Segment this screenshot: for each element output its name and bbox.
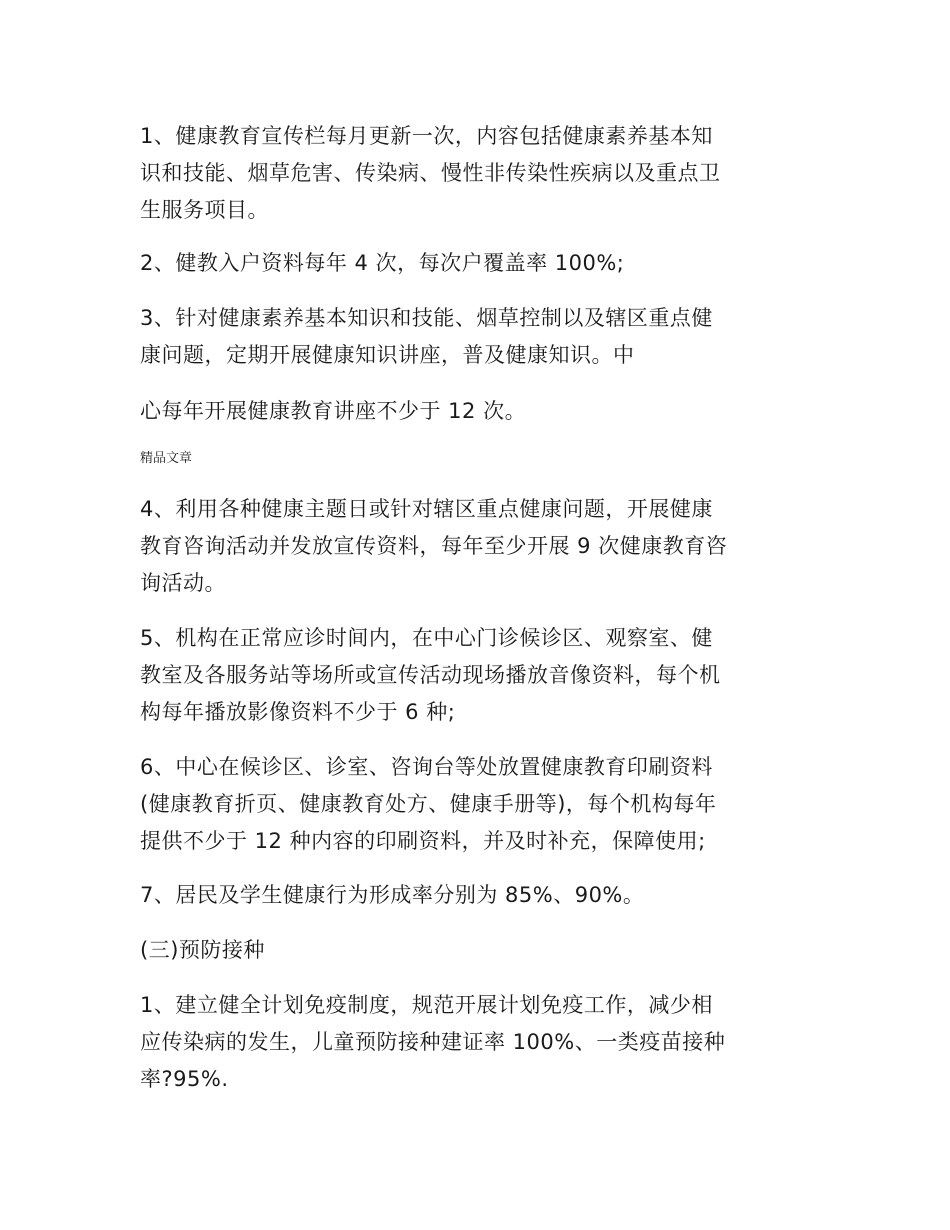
text-line: (三)预防接种 [140,938,265,962]
text-line: 1、健康教育宣传栏每月更新一次，内容包括健康素养基本知 [140,124,713,148]
paragraph-item-2 [140,245,810,282]
text-line: 4、利用各种健康主题日或针对辖区重点健康问题，开展健康 [140,497,713,521]
text-line: 康问题，定期开展健康知识讲座，普及健康知识。中 [140,343,635,367]
paragraph-item-4 [140,491,810,602]
text-line: 识和技能、烟草危害、传染病、慢性非传染性疾病以及重点卫 [140,161,721,185]
text-line: 构每年播放影像资料不少于 6 种; [140,700,456,724]
paragraph-item-6 [140,749,810,860]
text-line: 率?95%. [140,1067,229,1091]
text-line: 3、针对健康素养基本知识和技能、烟草控制以及辖区重点健 [140,306,713,330]
paragraph-item-1 [140,118,810,229]
text-line: 1、建立健全计划免疫制度，规范开展计划免疫工作，减少相 [140,993,713,1017]
paragraph-item-5 [140,620,810,731]
paragraph-item-3-continued [140,393,810,430]
text-line: 提供不少于 12 种内容的印刷资料，并及时补充，保障使用; [140,829,706,853]
text-line: 5、机构在正常应诊时间内，在中心门诊候诊区、观察室、健 [140,626,713,650]
text-line: 生服务项目。 [140,198,269,222]
text-line: 心每年开展健康教育讲座不少于 12 次。 [140,399,527,423]
text-line: 询活动。 [140,571,226,595]
paragraph-item-3 [140,300,810,374]
paragraph-item-7 [140,877,810,914]
watermark-label: 精品文章 [140,451,193,466]
text-line: 2、健教入户资料每年 4 次，每次户覆盖率 100%; [140,251,625,275]
text-line: 教育咨询活动并发放宣传资料，每年至少开展 9 次健康教育咨 [140,534,728,558]
text-line: 6、中心在候诊区、诊室、咨询台等处放置健康教育印刷资料 [140,755,713,779]
paragraph-vaccination-1 [140,987,810,1098]
text-line: (健康教育折页、健康教育处方、健康手册等)，每个机构每年 [140,792,717,816]
text-line: 应传染病的发生，儿童预防接种建证率 100%、一类疫苗接种 [140,1030,726,1054]
text-line: 7、居民及学生健康行为形成率分别为 85%、90%。 [140,883,645,907]
section-heading-vaccination [140,932,810,969]
text-line: 教室及各服务站等场所或宣传活动现场播放音像资料，每个机 [140,663,721,687]
